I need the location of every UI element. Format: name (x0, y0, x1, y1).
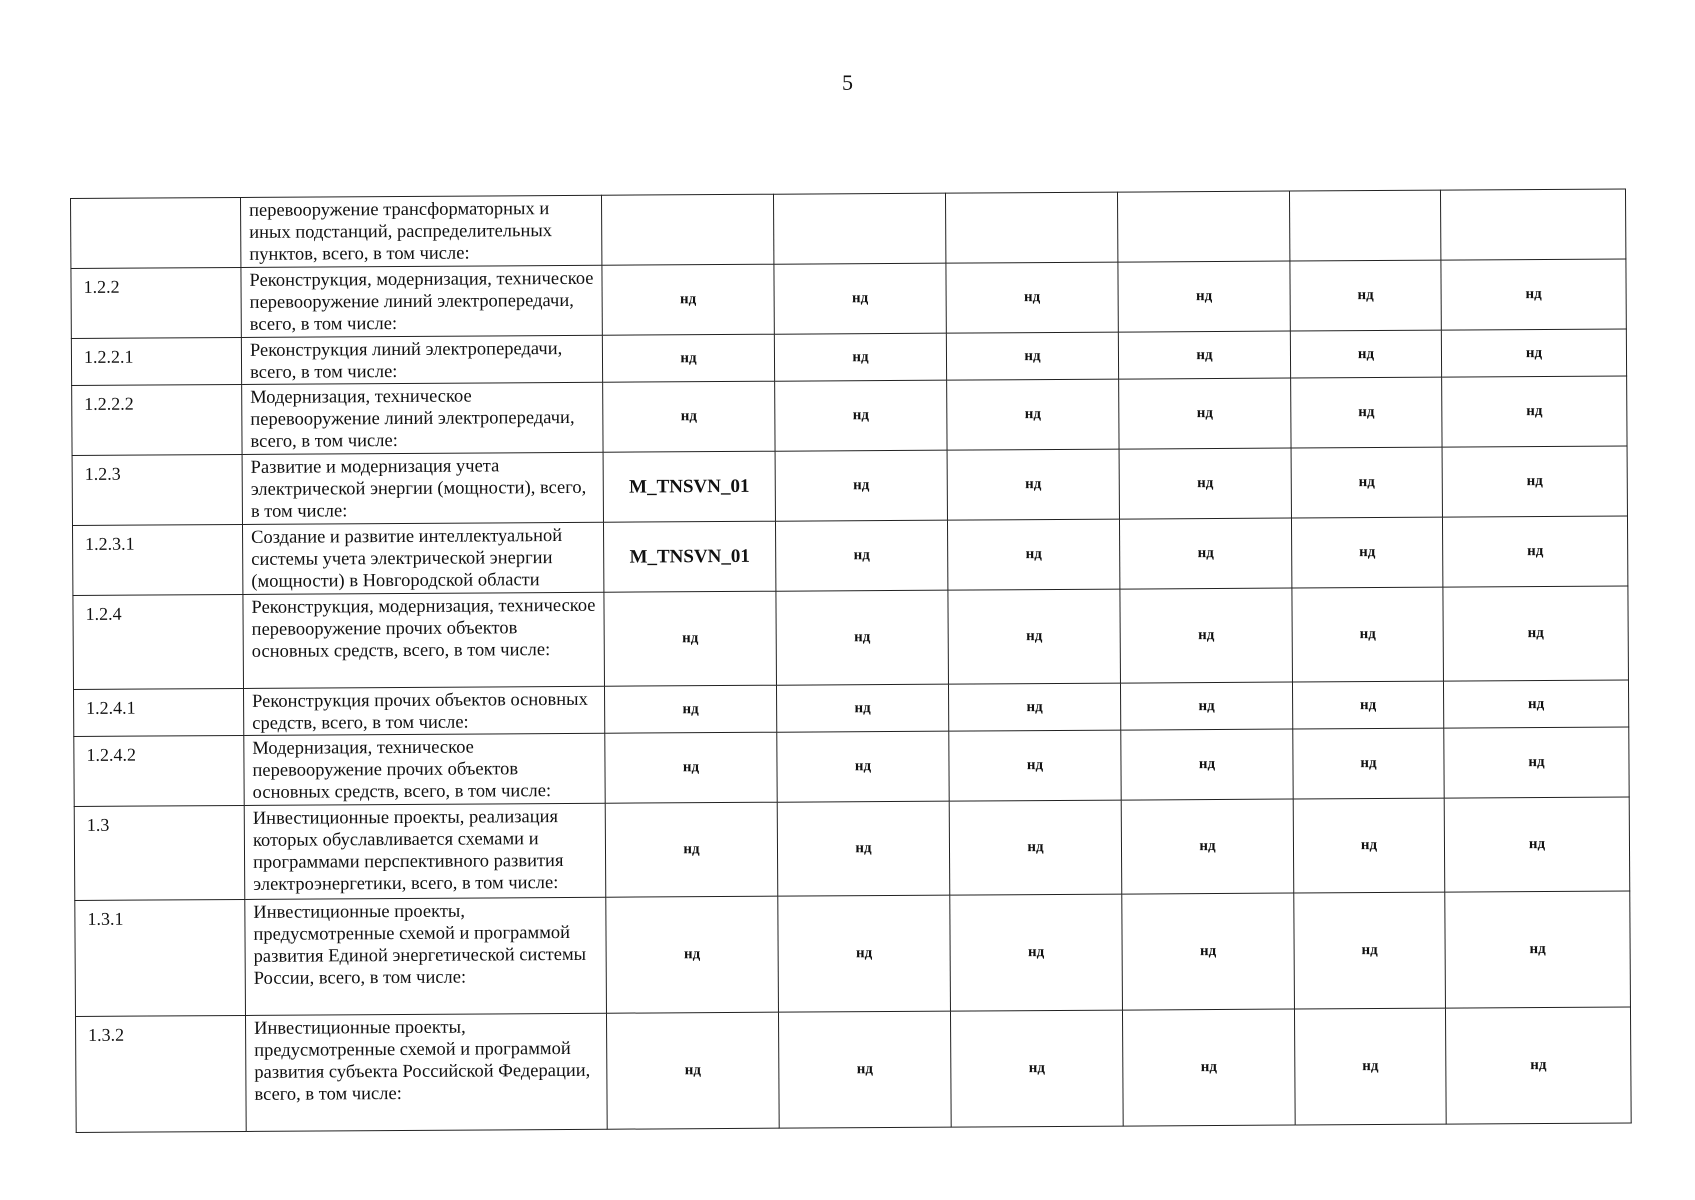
investment-table (70, 188, 1632, 1132)
value-cell: нд (775, 380, 947, 451)
value-cell: нд (1120, 588, 1293, 683)
row-name: Инвестиционные проекты, реализация которых обуславливается схемами и программами перспективного развития электроэнергетики, всего, в том числе: (244, 803, 606, 899)
value-cell: нд (775, 450, 947, 521)
value-cell: нд (946, 262, 1118, 333)
row-name: Реконструкция линий электропередачи, всего, в том числе: (241, 335, 602, 384)
value-cell: нд (778, 1011, 951, 1128)
table-row (75, 891, 1631, 1016)
row-code (71, 197, 241, 268)
value-cell: нд (605, 732, 777, 803)
value-cell: нд (1443, 680, 1628, 728)
value-cell: нд (1120, 682, 1292, 730)
row-code: 1.2.2.1 (71, 337, 241, 385)
value-cell: нд (1442, 376, 1627, 447)
value-cell (1117, 191, 1289, 262)
value-cell: нд (602, 334, 774, 382)
row-name: Развитие и модернизация учета электрической энергии (мощности), всего, в том числе: (242, 452, 603, 524)
value-cell: нд (1294, 1008, 1446, 1125)
value-cell: нд (1293, 798, 1445, 893)
value-cell: нд (1292, 681, 1443, 729)
value-cell: нд (1441, 329, 1626, 377)
table-row (71, 259, 1626, 338)
row-code: 1.2.3.1 (73, 524, 243, 595)
table-row (75, 1007, 1631, 1132)
value-cell: нд (1121, 729, 1293, 800)
row-name: Модернизация, техническое перевооружение линий электропередачи, всего, в том числе: (242, 382, 603, 454)
value-cell: нд (604, 685, 776, 733)
value-cell: нд (949, 800, 1122, 895)
value-cell: нд (948, 683, 1120, 731)
value-cell: нд (1291, 447, 1442, 518)
value-cell: нд (1119, 378, 1291, 449)
table-row (74, 727, 1629, 806)
table-row (74, 797, 1630, 900)
value-cell: нд (1292, 587, 1444, 682)
value-cell: нд (1445, 1007, 1631, 1124)
value-cell: нд (947, 379, 1119, 450)
value-cell: нд (1291, 517, 1442, 588)
value-cell: нд (1444, 797, 1630, 892)
value-cell: нд (1294, 892, 1446, 1009)
value-cell: нд (1119, 448, 1291, 519)
value-cell: нд (603, 381, 775, 452)
value-cell: нд (946, 332, 1118, 380)
value-cell: нд (947, 519, 1119, 590)
value-cell: нд (1445, 891, 1631, 1008)
row-code: 1.2.2.2 (72, 384, 242, 455)
table-row (71, 189, 1626, 268)
row-name: Реконструкция, модернизация, техническое перевооружение линий электропередачи, всего, в том числе: (241, 265, 602, 337)
table-row (73, 586, 1629, 689)
value-cell: нд (1443, 586, 1629, 681)
row-code: 1.2.2 (71, 267, 241, 338)
value-cell: нд (777, 801, 950, 896)
row-code: 1.3 (74, 805, 245, 900)
value-cell: нд (777, 731, 949, 802)
value-cell: нд (1119, 518, 1291, 589)
row-code: 1.2.4 (73, 594, 244, 689)
value-cell: нд (774, 333, 946, 381)
value-cell: нд (949, 730, 1121, 801)
value-cell: нд (1290, 330, 1441, 378)
row-name: перевооружение трансформаторных и иных подстанций, распределительных пунктов, всего, в том числе: (240, 195, 601, 267)
value-cell: нд (1290, 260, 1441, 331)
value-cell: нд (606, 896, 779, 1013)
value-cell: нд (1293, 728, 1444, 799)
value-cell: нд (1122, 893, 1295, 1010)
value-cell: нд (776, 590, 949, 685)
value-cell: нд (1121, 799, 1294, 894)
value-cell: нд (606, 1012, 779, 1129)
value-cell: M_TNSVN_01 (603, 451, 775, 522)
row-code: 1.2.4.1 (74, 688, 244, 736)
page-number: 5 (842, 70, 853, 95)
value-cell (1440, 189, 1625, 260)
value-cell: нд (602, 264, 774, 335)
value-cell: нд (776, 684, 948, 732)
row-name: Инвестиционные проекты, предусмотренные схемой и программой развития Единой энергетической системы России, всего, в том числе: (245, 897, 607, 1015)
table-row (72, 446, 1627, 525)
value-cell: нд (605, 802, 778, 897)
value-cell (1289, 190, 1440, 261)
table-row (73, 516, 1628, 595)
value-cell: нд (948, 589, 1121, 684)
value-cell: нд (1118, 261, 1290, 332)
value-cell (945, 192, 1117, 263)
value-cell: нд (775, 520, 947, 591)
value-cell: нд (774, 263, 946, 334)
value-cell: нд (1444, 727, 1629, 798)
value-cell: M_TNSVN_01 (603, 521, 775, 592)
row-name: Инвестиционные проекты, предусмотренные схемой и программой развития субъекта Российской Федерации, всего, в том числе: (245, 1013, 607, 1131)
row-code: 1.2.4.2 (74, 735, 244, 806)
value-cell: нд (778, 895, 951, 1012)
row-name: Модернизация, техническое перевооружение прочих объектов основных средств, всего, в том числе: (244, 733, 605, 805)
value-cell: нд (1442, 446, 1627, 517)
value-cell (601, 194, 773, 265)
value-cell: нд (947, 449, 1119, 520)
row-code: 1.3.2 (75, 1015, 246, 1132)
row-name: Создание и развитие интеллектуальной системы учета электрической энергии (мощности) в Новгородской области (242, 522, 603, 594)
row-name: Реконструкция прочих объектов основных средств, всего, в том числе: (243, 686, 604, 735)
value-cell: нд (950, 1010, 1123, 1127)
value-cell: нд (950, 894, 1123, 1011)
value-cell: нд (1122, 1009, 1295, 1126)
value-cell: нд (1118, 331, 1290, 379)
row-code: 1.2.3 (72, 454, 242, 525)
table-row (72, 376, 1627, 455)
row-code: 1.3.1 (75, 899, 246, 1016)
row-name: Реконструкция, модернизация, техническое перевооружение прочих объектов основных средств, всего, в том числе: (243, 592, 605, 688)
value-cell: нд (604, 591, 777, 686)
value-cell: нд (1291, 377, 1442, 448)
value-cell: нд (1442, 516, 1627, 587)
value-cell (773, 193, 945, 264)
value-cell: нд (1441, 259, 1626, 330)
